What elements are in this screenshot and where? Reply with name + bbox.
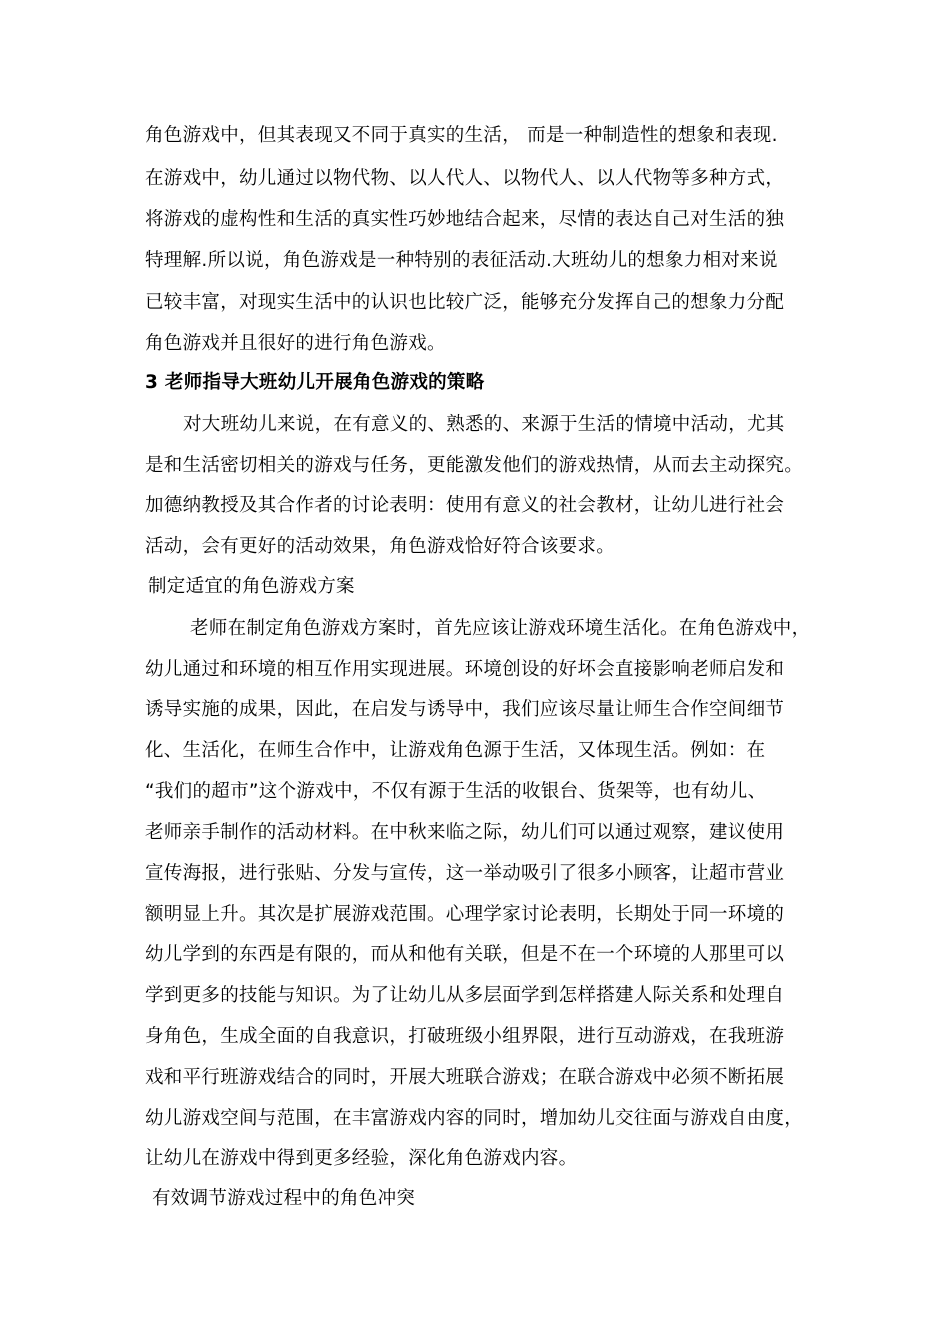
text-line: 加德纳教授及其合作者的讨论表明：使用有意义的社会教材，让幼儿进行社会 xyxy=(145,495,785,516)
text-line: 角色游戏并且很好的进行角色游戏。 xyxy=(145,333,446,354)
text-line: 幼儿通过和环境的相互作用实现进展。环境创设的好坏会直接影响老师启发和 xyxy=(145,659,785,680)
text-line: 宣传海报，进行张贴、分发与宣传，这一举动吸引了很多小顾客，让超市营业 xyxy=(145,863,785,884)
text-line: 让幼儿在游戏中得到更多经验，深化角色游戏内容。 xyxy=(145,1148,578,1169)
text-line: 戏和平行班游戏结合的同时，开展大班联合游戏；在联合游戏中必须不断拓展 xyxy=(145,1067,785,1088)
text-line: 幼儿学到的东西是有限的，而从和他有关联，但是不在一个环境的人那里可以 xyxy=(145,944,785,965)
subsection-heading: 制定适宜的角色游戏方案 xyxy=(148,576,355,597)
text-line: 学到更多的技能与知识。为了让幼儿从多层面学到怎样搭建人际关系和处理自 xyxy=(145,985,785,1006)
text-line: 额明显上升。其次是扩展游戏范围。心理学家讨论表明，长期处于同一环境的 xyxy=(145,904,785,925)
text-line: 将游戏的虚构性和生活的真实性巧妙地结合起来，尽情的表达自己对生活的独 xyxy=(145,209,785,230)
text-line: 活动，会有更好的活动效果，角色游戏恰好符合该要求。 xyxy=(145,536,616,557)
text-line: 化、生活化，在师生合作中，让游戏角色源于生活，又体现生活。例如：在 xyxy=(145,740,766,761)
text-line: 已较丰富，对现实生活中的认识也比较广泛，能够充分发挥自己的想象力分配 xyxy=(145,292,785,313)
text-line: 是和生活密切相关的游戏与任务，更能激发他们的游戏热情，从而去主动探究。 xyxy=(145,455,804,476)
text-line: 特理解.所以说，角色游戏是一种特别的表征活动.大班幼儿的想象力相对来说 xyxy=(145,250,778,271)
text-line: 角色游戏中，但其表现又不同于真实的生活， 而是一种制造性的想象和表现. xyxy=(145,125,778,146)
text-line: 诱导实施的成果，因此，在启发与诱导中，我们应该尽量让师生合作空间细节 xyxy=(145,699,785,720)
text-line: 对大班幼儿来说，在有意义的、熟悉的、来源于生活的情境中活动，尤其 xyxy=(183,414,785,435)
text-line: 老师亲手制作的活动材料。在中秋来临之际，幼儿们可以通过观察，建议使用 xyxy=(145,822,785,843)
text-line: 老师在制定角色游戏方案时，首先应该让游戏环境生活化。在角色游戏中， xyxy=(190,618,811,639)
text-line: 在游戏中，幼儿通过以物代物、以人代人、以物代人、以人代物等多种方式， xyxy=(145,168,785,189)
text-line: 幼儿游戏空间与范围，在丰富游戏内容的同时，增加幼儿交往面与游戏自由度， xyxy=(145,1108,804,1129)
section-heading: 3 老师指导大班幼儿开展角色游戏的策略 xyxy=(145,372,485,393)
text-line: 身角色，生成全面的自我意识，打破班级小组界限，进行互动游戏，在我班游 xyxy=(145,1026,785,1047)
subsection-heading: 有效调节游戏过程中的角色冲突 xyxy=(152,1188,416,1209)
text-line: “我们的超市”这个游戏中，不仅有源于生活的收银台、货架等，也有幼儿、 xyxy=(145,781,767,802)
